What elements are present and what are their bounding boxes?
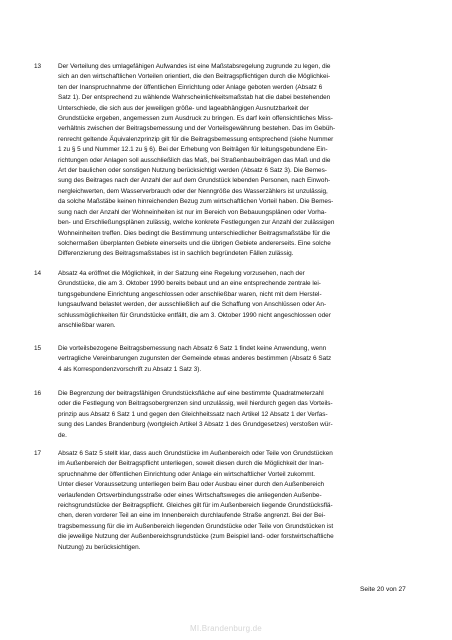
- text-line: verlaufenden Ortsverbindungsstraße oder eines Wirtschaftsweges die anliegenden Außenbe-: [58, 491, 322, 499]
- text-line: verhältnis zwischen der Beitragsbemessung und der Vorteilsgewährung bestehen. Das im Gebüh-: [58, 125, 336, 133]
- text-line: anschließbar waren.: [58, 322, 116, 330]
- text-line: richtungen oder Anlagen soll ausschließlich das Maß, bei Straßenbaubeiträgen das Maß und die: [58, 156, 331, 164]
- paragraph-text: [58, 389, 414, 441]
- paragraph-15: [34, 344, 414, 375]
- text-line: renrecht geltende Äquivalenzprinzip gilt für die Beitragsbemessung entsprechend (siehe Nummer: [58, 135, 334, 143]
- text-line: da solche Maßstäbe keinen hinreichenden Bezug zum wirtschaftlichen Vorteil haben. Die Bemes-: [58, 198, 334, 206]
- text-line: sung des Beitrages nach der Anzahl der auf dem Grundstück lebenden Personen, nach Einwoh-: [58, 177, 331, 185]
- paragraph-14: [34, 269, 414, 331]
- text-line: Differenzierung des Beitragsmaßstabes ist in sachlich begründeten Fällen zulässig.: [58, 250, 294, 258]
- paragraph-16: [34, 389, 414, 441]
- text-line: 4 als Korrespondenzvorschrift zu Absatz 1 Satz 3).: [58, 365, 202, 373]
- paragraph-13: [34, 62, 414, 260]
- paragraph-text: [58, 344, 414, 375]
- text-line: Grundstücke, die am 3. Oktober 1990 bereits bebaut und an eine entsprechende zentrale lei-: [58, 280, 321, 288]
- text-line: solchermaßen überplanten Gebiete einerseits und die übrigen Gebiete andererseits. Eine solche: [58, 239, 331, 247]
- paragraph-text: [58, 62, 414, 260]
- text-line: die jeweilige Nutzung der Außenbereichsgrundstücke (zum Beispiel land- oder forstwirtschaftliche: [58, 533, 334, 541]
- text-line: Art der baulichen oder sonstigen Nutzung berücksichtigt werden (Absatz 6 Satz 3). Die Bemes-: [58, 167, 327, 175]
- watermark: MI.Brandenburg.de: [190, 624, 262, 633]
- paragraph-number: 15: [34, 345, 42, 352]
- text-line: ben- und Erschließungsplänen zulässig, welche konkrete Festlegungen zur Anzahl der zulässigen: [58, 219, 335, 227]
- text-line: ten der Inanspruchnahme der öffentlichen Einrichtung oder Anlage geboten werden (Absatz 6: [58, 83, 323, 91]
- text-line: nergleichwerten, dem Wasserverbrauch oder der Nenngröße des Wasserzählers ist unzulässig,: [58, 187, 328, 195]
- text-line: sung nach der Anzahl der Wohneinheiten ist nur im Bereich von Bebauungsplänen oder Vorha-: [58, 208, 327, 216]
- text-line: Nutzung) zu berücksichtigen.: [58, 543, 141, 551]
- text-line: sich an den wirtschaftlichen Vorteilen orientiert, die den Beitragspflichtigen durch die Möglichkei-: [58, 73, 331, 81]
- text-line: tragsbemessung für die im Außenbereich liegenden Grundstücke oder Teile von Grundstücken ist: [58, 522, 334, 530]
- text-line: oder die Festlegung von Beitragsobergrenzen sind unzulässig, weil hierdurch gegen das Vorteils-: [58, 400, 333, 408]
- paragraph-text: [58, 449, 414, 553]
- paragraph-number: 14: [34, 270, 42, 277]
- text-line: Die vorteilsbezogene Beitragsbemessung nach Absatz 6 Satz 1 findet keine Anwendung, wenn: [58, 345, 327, 352]
- paragraph-number: 13: [34, 63, 42, 70]
- text-line: de.: [58, 431, 67, 439]
- text-line: reichsgrundstücke der Beitragspflicht. Gleiches gilt für im Außenbereich liegende Grundstücksflä-: [58, 502, 333, 510]
- text-line: Der Verteilung des umlagefähigen Aufwandes ist eine Maßstabsregelung zugrunde zu legen, die: [58, 63, 331, 70]
- paragraph-number: 17: [34, 450, 42, 457]
- text-line: Satz 1). Der entsprechend zu wählende Wahrscheinlichkeitsmaßstab hat die dabei bestehenden: [58, 94, 331, 102]
- text-line: prinzip aus Absatz 6 Satz 1 und gegen den Gleichheitssatz nach Artikel 12 Absatz 1 der Verfas-: [58, 410, 328, 418]
- text-line: tungsgebundene Einrichtung angeschlossen oder anschließbar waren, nicht mit dem Herstel-: [58, 290, 322, 298]
- text-line: lungsaufwand belastet werden, der ausschließlich auf die Schaffung von Anschlüssen oder An-: [58, 301, 327, 309]
- text-line: sung des Landes Brandenburg (wortgleich Artikel 3 Absatz 1 des Grundgesetzes) verstoßen wür-: [58, 421, 333, 429]
- paragraph-17: [34, 449, 414, 553]
- text-line: chen, deren vorderer Teil an eine im Innenbereich durchlaufende Straße angrenzt. Bei der Bei-: [58, 512, 326, 520]
- text-line: Die Begrenzung der beitragsfähigen Grundstücksfläche auf eine bestimmte Quadratmeterzahl: [58, 390, 324, 397]
- text-line: im Außenbereich der Beitragspflicht unterliegen, soweit diesen durch die Möglichkeit der Inan-: [58, 460, 324, 468]
- text-line: Unter dieser Voraussetzung unterliegen beim Bau oder Ausbau einer durch den Außenbereich: [58, 481, 325, 489]
- text-line: Absatz 6 Satz 5 stellt klar, dass auch Grundstücke im Außenbereich oder Teile von Grundstücken: [58, 450, 333, 457]
- text-line: Unterschiede, die sich aus der jeweiligen größe- und lageabhängigen Ausnutzbarkeit der: [58, 104, 309, 112]
- text-line: schlussmöglichkeiten für Grundstücke entfällt, die am 3. Oktober 1990 nicht angeschlossen oder: [58, 311, 331, 319]
- text-line: vertragliche Vereinbarungen zugunsten der Gemeinde etwas anderes bestimmen (Absatz 6 Satz: [58, 355, 332, 363]
- text-line: Grundstücke ergeben, angemessen zum Ausdruck zu bringen. Es darf kein offensichtliches Miss-: [58, 115, 333, 123]
- text-line: Absatz 4a eröffnet die Möglichkeit, in der Satzung eine Regelung vorzusehen, nach der: [58, 270, 305, 277]
- text-line: Wohneinheiten treffen. Dies bedingt die Bestimmung unterschiedlicher Beitragsmaßstäbe für die: [58, 229, 331, 237]
- page-number: Seite 20 von 27: [360, 586, 406, 593]
- text-line: 1 zu § 5 und Nummer 12.1 zu § 6). Bei der Erhebung von Beiträgen für leitungsgebundene Ein-: [58, 146, 328, 154]
- paragraph-number: 16: [34, 390, 42, 397]
- text-line: spruchnahme der öffentlichen Einrichtung oder Anlage ein wirtschaftlicher Vorteil zukommt.: [58, 470, 316, 478]
- paragraph-text: [58, 269, 414, 331]
